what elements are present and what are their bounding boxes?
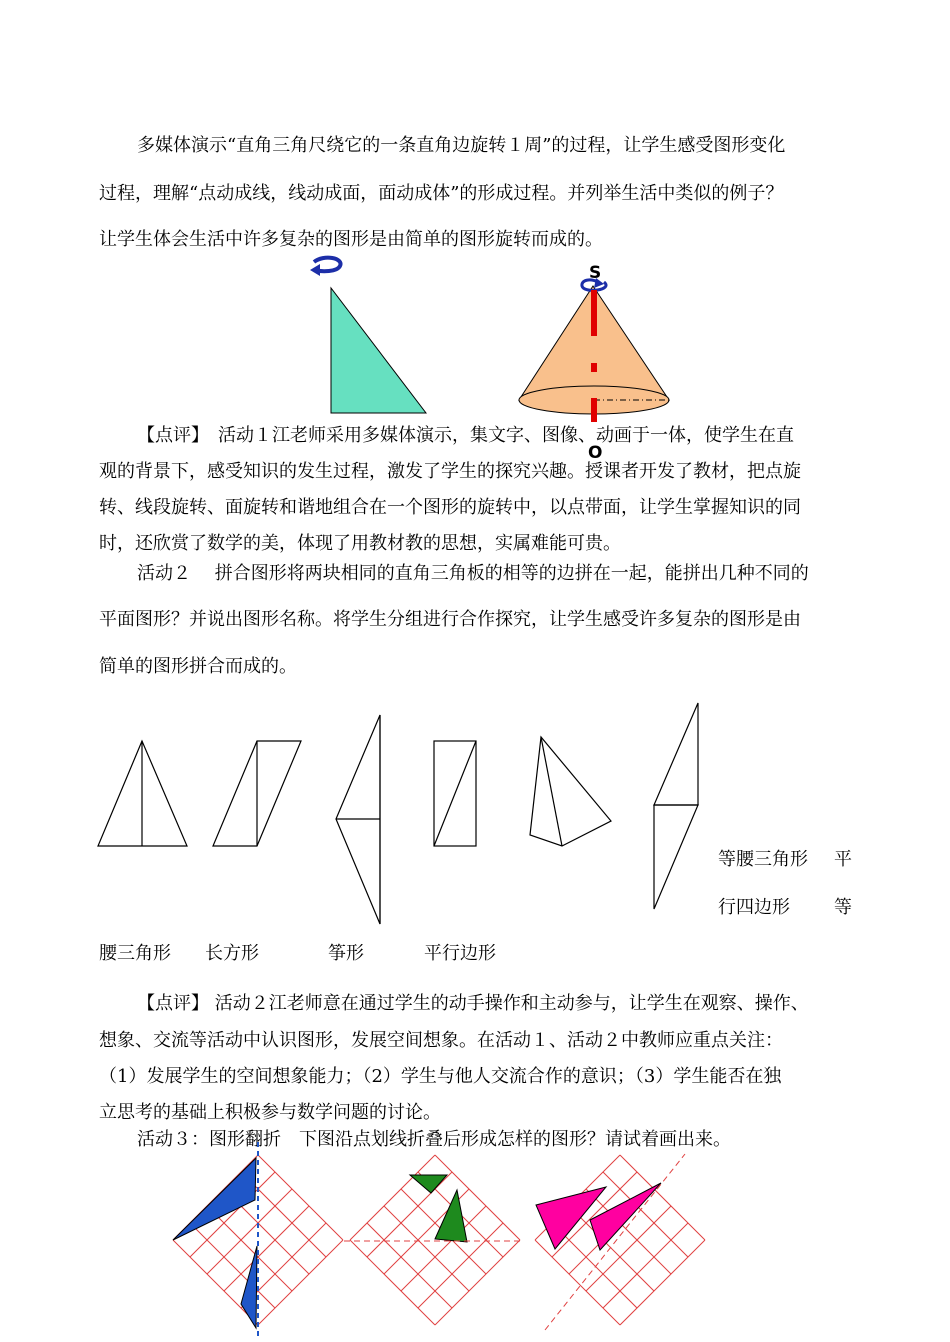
shape-name-fragment-1: 平: [834, 849, 852, 870]
comment-2-line-2: 想象、交流等活动中认识图形，发展空间想象。在活动１、活动２中教师应重点关注：: [99, 1030, 783, 1051]
comment-1-line-2: 观的背景下，感受知识的发生过程，激发了学生的探究兴趣。授课者开发了教材，把点旋: [99, 461, 801, 482]
isosceles-triangle-shape: [98, 741, 187, 846]
activity-2-line-2: 平面图形？并说出图形名称。将学生分组进行合作探究，让学生感受许多复杂的图形是由: [99, 609, 801, 630]
shape-name-parallelogram: 行四边形: [718, 897, 790, 918]
shape-name-fragment-2: 等: [834, 897, 852, 918]
fold-grid-1: [173, 1142, 343, 1340]
rectangle-shape: [434, 741, 476, 846]
shape-name-parallelogram-2: 平行边形: [424, 943, 496, 964]
comment-2-line-4: 立思考的基础上积极参与数学问题的讨论。: [99, 1102, 441, 1123]
comment-1-line-1: 【点评】 活动１江老师采用多媒体演示，集文字、图像、动画于一体，使学生在直: [137, 425, 794, 446]
shape-name-isosceles: 等腰三角形: [718, 849, 808, 870]
activity-3-line-1: 活动３：图形翻折 下图沿点划线折叠后形成怎样的图形？请试着画出来。: [137, 1129, 731, 1150]
activity-2-line-1: 活动２ 拼合图形将两块相同的直角三角板的相等的边拼在一起，能拼出几种不同的: [137, 563, 809, 584]
shape-name-rectangle: 长方形: [205, 943, 259, 964]
activity-2-line-3: 简单的图形拼合而成的。: [99, 656, 297, 677]
comment-2-line-3: （1）发展学生的空间想象能力；（2）学生与他人交流合作的意识；（3）学生能否在独: [99, 1066, 782, 1087]
paragraph-1-line-3: 让学生体会生活中许多复杂的图形是由简单的图形旋转而成的。: [99, 229, 603, 250]
shape-name-isosceles-2: 腰三角形: [99, 943, 171, 964]
triangle-shape-stacked: [654, 703, 698, 909]
right-triangle: [331, 288, 426, 413]
paragraph-1-line-2: 过程，理解“点动成线，线动成面，面动成体”的形成过程。并列举生活中类似的例子？: [99, 183, 784, 204]
parallelogram-shape: [213, 741, 301, 846]
shape-name-kite: 筝形: [328, 943, 364, 964]
combined-shapes-figure: [90, 695, 720, 935]
cone-center-label: O: [588, 443, 603, 463]
rotation-arrow-icon: [310, 258, 341, 276]
fold-grid-3: [535, 1154, 705, 1330]
comment-1-line-4: 时，还欣赏了数学的美，体现了用教材教的思想，实属难能可贵。: [99, 533, 621, 554]
paragraph-1-line-1: 多媒体演示“直角三角尺绕它的一条直角边旋转１周”的过程，让学生感受图形变化: [137, 135, 786, 156]
comment-2-line-1: 【点评】 活动２江老师意在通过学生的动手操作和主动参与，让学生在观察、操作、: [137, 993, 809, 1014]
fold-grid-2: [344, 1155, 520, 1325]
comment-1-line-3: 转、线段旋转、面旋转和谐地组合在一个图形的旋转中，以点带面，让学生掌握知识的同: [99, 497, 801, 518]
cone-apex-label: S: [589, 263, 602, 283]
kite-shape: [530, 737, 611, 846]
folding-grids-figure: [160, 1140, 720, 1342]
kite-shape-tall: [336, 715, 380, 924]
